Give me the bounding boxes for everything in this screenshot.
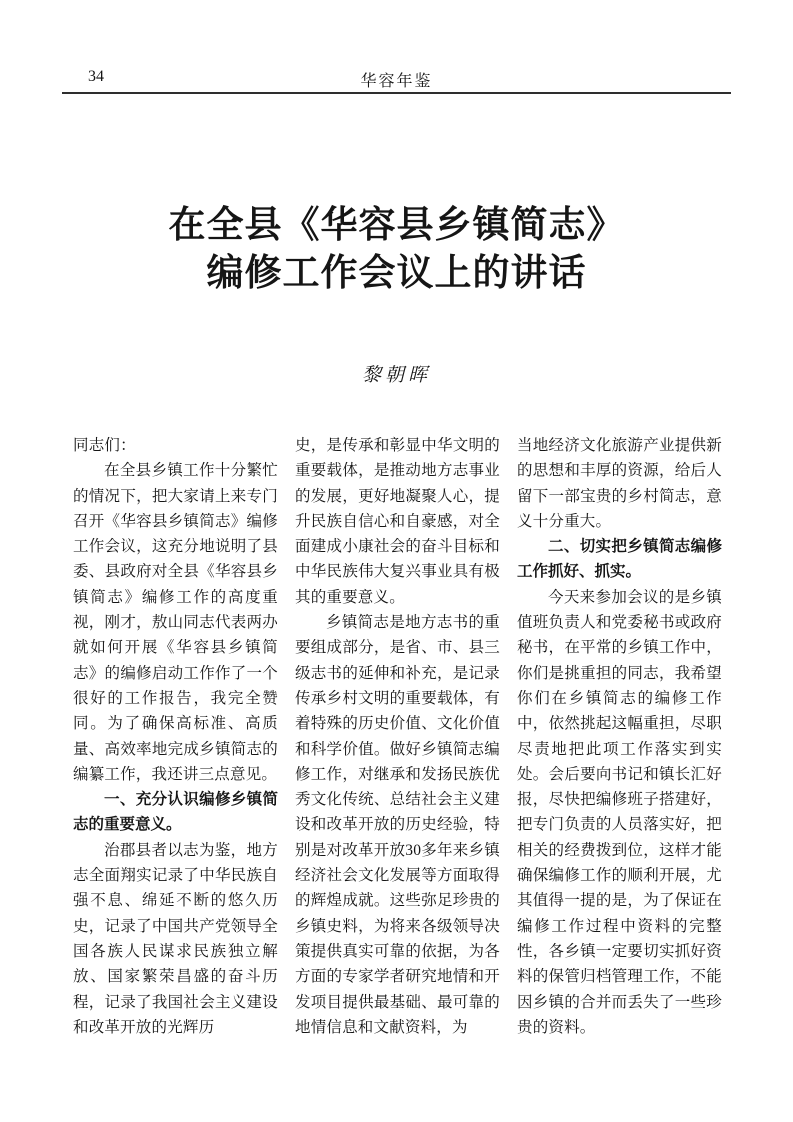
header-rule [62, 92, 731, 94]
page-header [62, 66, 731, 90]
text-column-3 [517, 433, 722, 1058]
article-title-line-1: 在全县《华容县乡镇简志》 [168, 205, 625, 246]
section-heading: 二、切实把乡镇简志编修工作抓好、抓实。 [517, 538, 722, 581]
body-paragraph: 在全县乡镇工作十分繁忙的情况下，把大家请上来专门召开《华容县乡镇简志》编修工作会议，这充分地说明了县委、县政府对全县《华容县乡镇简志》编修工作的高度重视，刚才，敖山同志代表两办就如何开展《华容县乡镇简志》的编修启动工作作了一个很好的工作报告，我完全赞同。为了确保高标准、高质量、高效率地完成乡镇简志的编纂工作，我还讲三点意见。 [73, 462, 278, 783]
body-paragraph: 治郡县者以志为鉴，地方志全面翔实记录了中华民族自强不息、绵延不断的悠久历史，记录了中国共产党领导全国各族人民谋求民族独立解放、国家繁荣昌盛的奋斗历程，记录了我国社会主义建设和改革开放的光辉历 [73, 841, 278, 1036]
section-heading: 一、充分认识编修乡镇简志的重要意义。 [73, 791, 278, 834]
body-paragraph: 乡镇简志是地方志书的重要组成部分，是省、市、县三级志书的延伸和补充，是记录传承乡村文明的重要载体，有着特殊的历史价值、文化价值和科学价值。做好乡镇简志编修工作，对继承和发扬民族优秀文化传统、总结社会主义建设和改革开放的历史经验，特别是对改革开放30多年来乡镇经济社会文化发展等方面取得的辉煌成就。这些弥足珍贵的乡镇史料，为将来各级领导决策提供真实可靠的依据，为各方面的专家学者研究地情和开发项目提供最基础、最可靠的地情信息和文献资料，为 [295, 614, 500, 1036]
article-title-line-2: 编修工作会议上的讲话 [206, 253, 587, 294]
continued-paragraph: 当地经济文化旅游产业提供新的思想和丰厚的资源，给后人留下一部宝贵的乡村简志，意义十分重大。 [517, 437, 722, 530]
body-paragraph: 今天来参加会议的是乡镇值班负责人和党委秘书或政府秘书，在平常的乡镇工作中，你们是挑重担的同志，我希望你们在乡镇简志的编修工作中，依然挑起这幅重担，尽职尽责地把此项工作落实到实处。会后要向书记和镇长汇好报，尽快把编修班子搭建好，把专门负责的人员落实好，把相关的经费拨到位，这样才能确保编修工作的顺利开展，尤其值得一提的是，为了保证在编修工作过程中资料的完整性，各乡镇一定要切实抓好资料的保管归档管理工作，不能因乡镇的合并而丢失了一些珍贵的资料。 [517, 588, 722, 1036]
salutation-line: 同志们： [73, 437, 136, 454]
text-column-1 [73, 433, 278, 1058]
article-title [0, 202, 793, 298]
author-name: 黎朝晖 [361, 365, 431, 386]
continued-paragraph: 史，是传承和彰显中华文明的重要载体，是推动地方志事业的发展，更好地凝聚人心，提升民族自信心和自豪感，对全面建成小康社会的奋斗目标和中华民族伟大复兴事业具有极其的重要意义。 [295, 437, 500, 606]
body-columns [73, 433, 722, 1058]
book-title: 华容年鉴 [360, 73, 433, 90]
text-column-2 [295, 433, 500, 1058]
page-number: 34 [88, 68, 104, 85]
